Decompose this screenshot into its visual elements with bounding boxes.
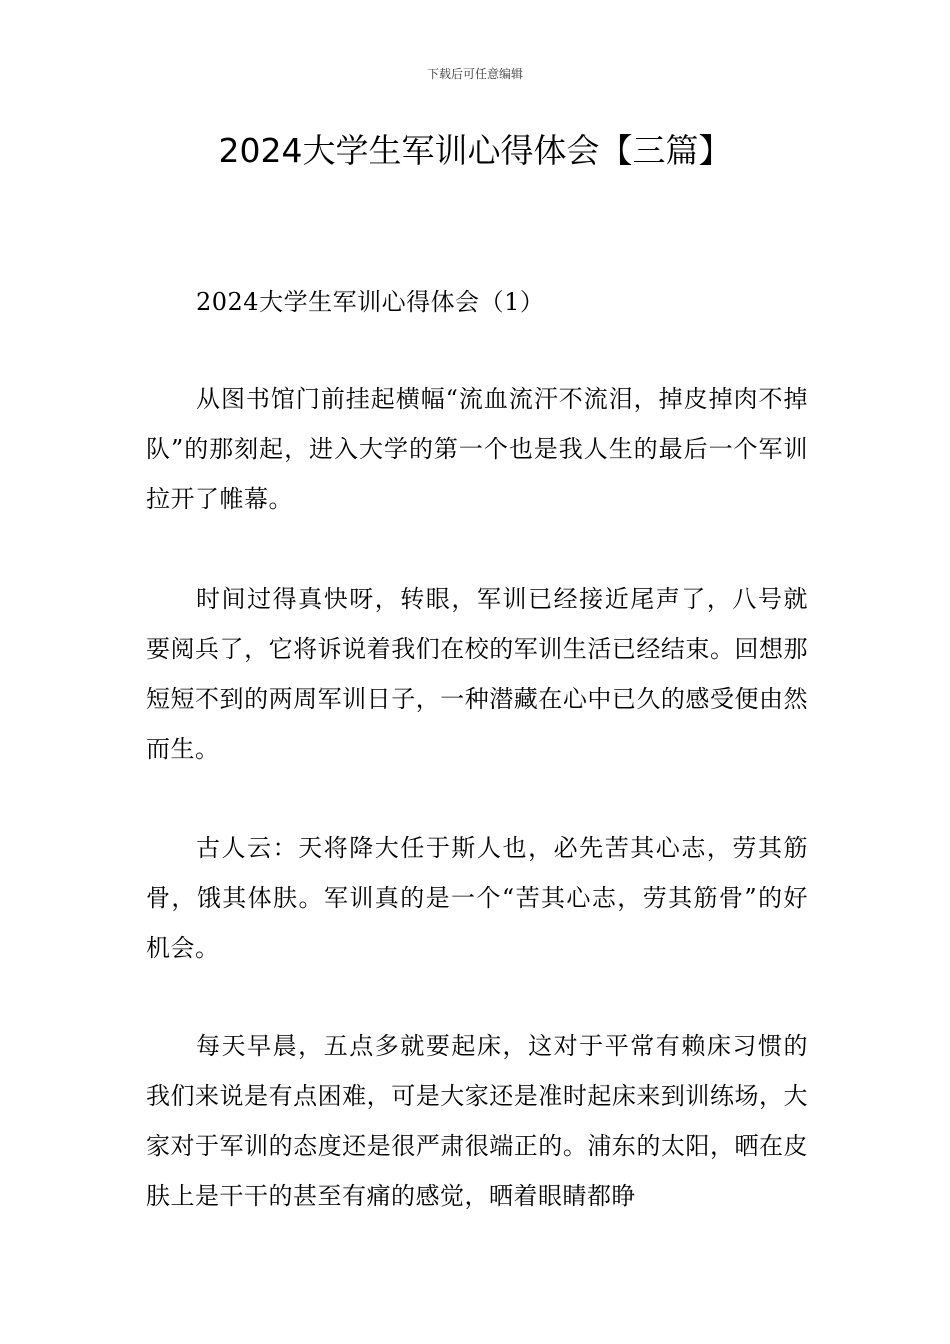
section-heading: 2024大学生军训心得体会（1）	[196, 288, 545, 316]
paragraph-4: 每天早晨，五点多就要起床，这对于平常有赖床习惯的我们来说是有点困难，可是大家还是准时起床来到训练场，大家对于军训的态度还是很严肃很端正的。浦东的太阳，晒在皮肤上是干干的甚至有痛的感觉，晒着眼睛都睁	[146, 1032, 808, 1210]
paragraph-3: 古人云：天将降大任于斯人也，必先苦其心志，劳其筋骨，饿其体肤。军训真的是一个“苦其心志，劳其筋骨”的好机会。	[146, 834, 808, 962]
paragraph-2: 时间过得真快呀，转眼，军训已经接近尾声了，八号就要阅兵了，它将诉说着我们在校的军训生活已经结束。回想那短短不到的两周军训日子，一种潜藏在心中已久的感受便由然而生。	[146, 585, 808, 763]
header-note: 下载后可任意编辑	[426, 67, 523, 81]
paragraph-1: 从图书馆门前挂起横幅“流血流汗不流泪，掉皮掉肉不掉队”的那刻起，进入大学的第一个也是我人生的最后一个军训拉开了帷幕。	[146, 385, 808, 513]
document-title: 2024大学生军训心得体会【三篇】	[218, 131, 732, 170]
